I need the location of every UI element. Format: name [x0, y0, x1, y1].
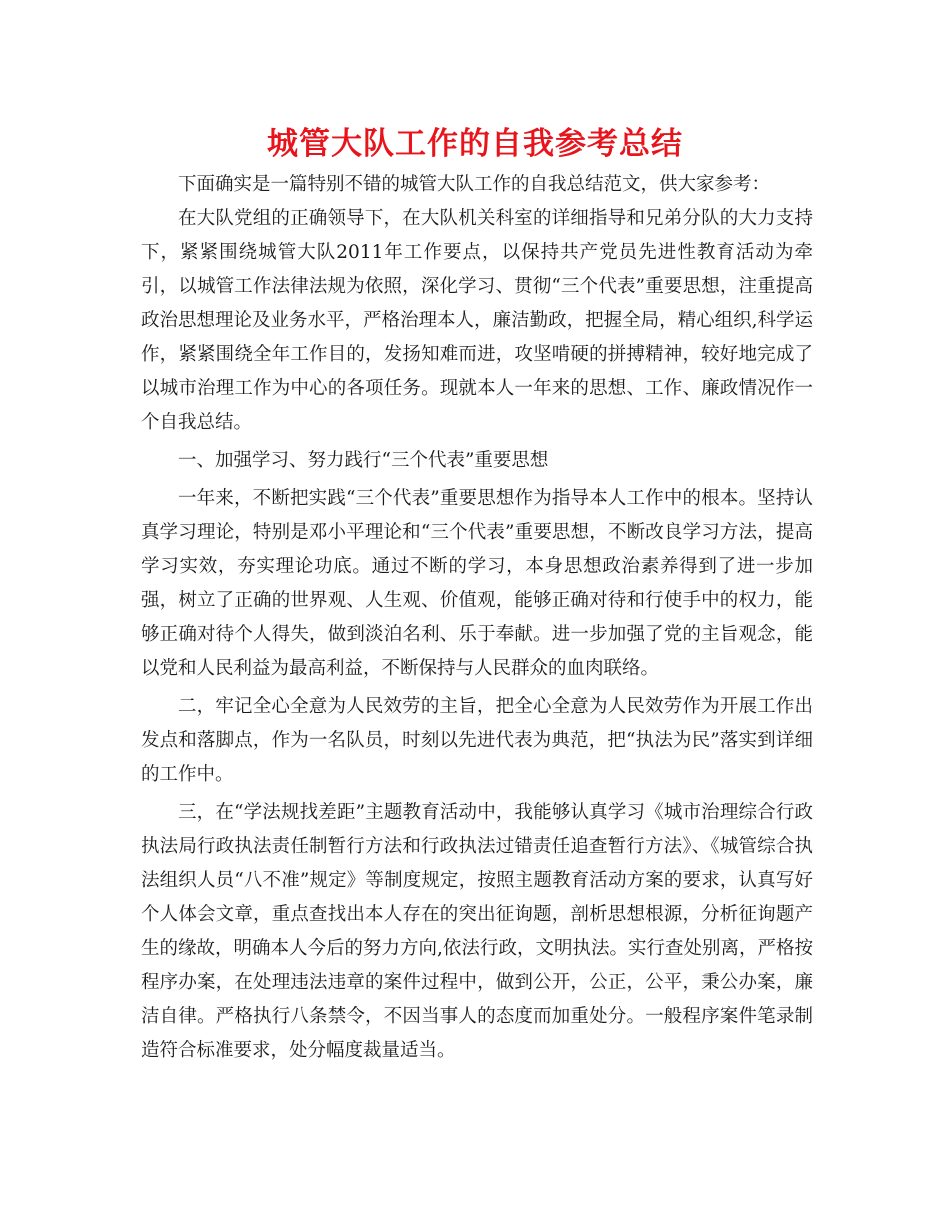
document-title: 城管大队工作的自我参考总结 — [267, 126, 683, 162]
body-paragraph: 二，牢记全心全意为人民效劳的主旨，把全心全意为人民效劳作为开展工作出发点和落脚点，作为一名队员，时刻以先进代表为典范，把“执法为民”落实到详细的工作中。 — [141, 696, 813, 785]
section-heading: 一、加强学习、努力践行“三个代表”重要思想 — [178, 450, 549, 471]
document-body — [141, 168, 813, 1068]
body-paragraph: 三，在“学法规找差距”主题教育活动中，我能够认真学习《城市治理综合行政执法局行政执法责任制暂行方法和行政执法过错责任追查暂行方法》、《城管综合执法组织人员“八不准”规定》等制度规定，按照主题教育活动方案的要求，认真写好个人体会文章，重点查找出本人存在的突出征询题，剖析思想根源，分析征询题产生的缘故，明确本人今后的努力方向,依法行政，文明执法。实行查处别离，严格按程序办案，在处理违法违章的案件过程中，做到公开，公正，公平，秉公办案，廉洁自律。严格执行八条禁令，不因当事人的态度而加重处分。一般程序案件笔录制造符合标准要求，处分幅度裁量适当。 — [141, 802, 813, 1061]
body-paragraph: 一年来，不断把实践“三个代表”重要思想作为指导本人工作中的根本。坚持认真学习理论，特别是邓小平理论和“三个代表”重要思想，不断改良学习方法，提高学习实效，夯实理论功底。通过不断的学习，本身思想政治素养得到了进一步加强，树立了正确的世界观、人生观、价值观，能够正确对待和行使手中的权力，能够正确对待个人得失，做到淡泊名利、乐于奉献。进一步加强了党的主旨观念，能以党和人民利益为最高利益，不断保持与人民群众的血肉联络。 — [141, 488, 813, 679]
body-paragraph: 在大队党组的正确领导下，在大队机关科室的详细指导和兄弟分队的大力支持下，紧紧围绕城管大队2011年工作要点，以保持共产党员先进性教育活动为牵引，以城管工作法律法规为依照，深化学习、贯彻“三个代表”重要思想，注重提高政治思想理论及业务水平，严格治理本人，廉洁勤政，把握全局，精心组织,科学运作，紧紧围绕全年工作目的，发扬知难而进，攻坚啃硬的拼搏精神，较好地完成了以城市治理工作为中心的各项任务。现就本人一年来的思想、工作、廉政情况作一个自我总结。 — [141, 208, 813, 433]
intro-paragraph: 下面确实是一篇特别不错的城管大队工作的自我总结范文，供大家参考： — [178, 174, 771, 195]
